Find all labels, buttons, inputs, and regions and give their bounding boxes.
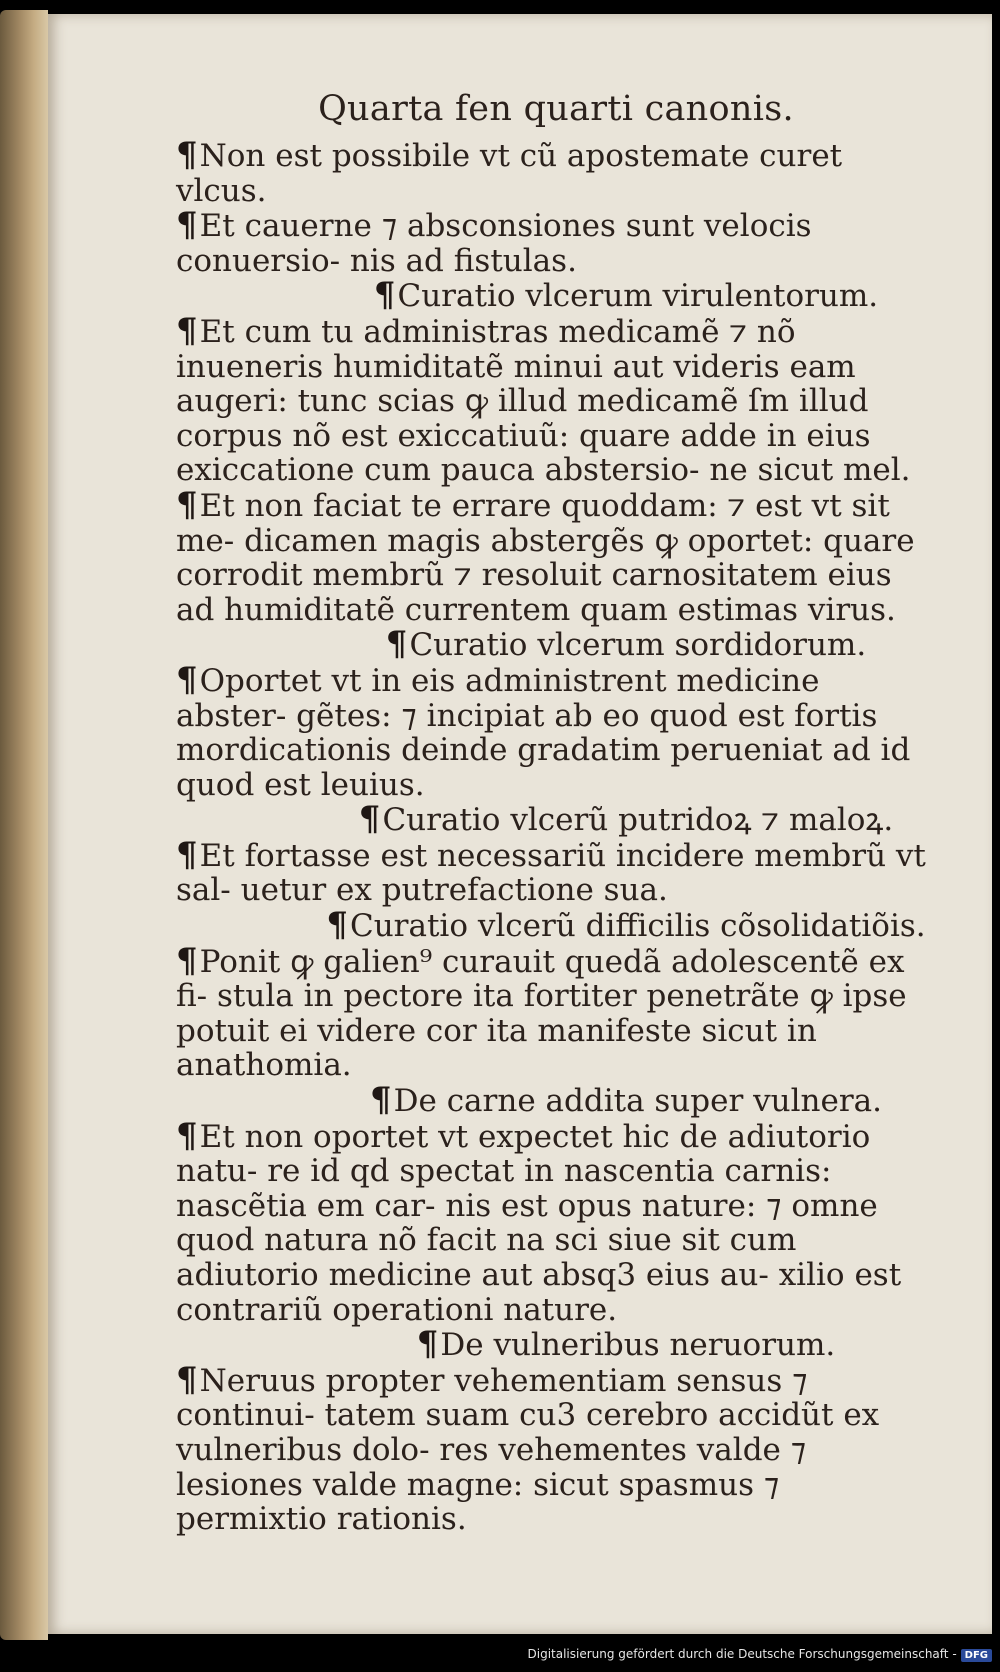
digitization-credit bbox=[528, 1647, 993, 1662]
pilcrow-mark: ¶ bbox=[176, 310, 198, 351]
paragraph bbox=[176, 484, 936, 628]
paragraph-text: Et fortasse est necessariũ incidere membrũ vt sal- uetur ex putrefactione sua. bbox=[176, 837, 926, 909]
credit-text: Digitalisierung gefördert durch die Deutsche Forschungsgemeinschaft - bbox=[527, 1647, 957, 1661]
text-column bbox=[176, 84, 936, 1537]
pilcrow-mark: ¶ bbox=[385, 624, 408, 665]
paragraph bbox=[176, 135, 936, 209]
pilcrow-mark: ¶ bbox=[326, 905, 348, 946]
paragraph bbox=[176, 834, 936, 909]
dfg-logo: DFG bbox=[961, 1649, 992, 1662]
pilcrow-mark: ¶ bbox=[176, 205, 198, 246]
pilcrow-mark: ¶ bbox=[176, 940, 198, 981]
paragraph bbox=[176, 1359, 936, 1538]
paragraph bbox=[176, 205, 936, 279]
paragraph-text: Et cum tu administras medicamẽ ⁊ nõ inueneris humiditatẽ minui aut videris eam augeri: tunc scias ꝙ illud medicamẽ ſm illud corpus nõ est exiccatiuũ: quare adde in eius exiccatione cum pauca abstersio- ne sicut mel. bbox=[176, 313, 911, 489]
pilcrow-mark: ¶ bbox=[176, 659, 198, 700]
running-head: Quarta fen quarti canonis. bbox=[318, 89, 794, 129]
book-page bbox=[48, 14, 992, 1634]
pilcrow-mark: ¶ bbox=[176, 135, 198, 175]
paragraph bbox=[176, 659, 936, 803]
paragraph-text: Non est possibile vt cũ apostemate curet vlcus. bbox=[176, 138, 843, 209]
pilcrow-mark: ¶ bbox=[176, 1359, 198, 1400]
pilcrow-mark: ¶ bbox=[373, 275, 396, 316]
section-heading bbox=[176, 1080, 936, 1121]
section-heading bbox=[176, 624, 936, 665]
paragraph bbox=[176, 940, 936, 1084]
heading-text: Curatio vlcerum sordidorum. bbox=[409, 627, 867, 664]
paragraph-text: Et cauerne ⁊ absconsiones sunt velocis conuersio- nis ad fistulas. bbox=[176, 208, 812, 279]
paragraph-text: Et non faciat te errare quoddam: ⁊ est vt sit me- dicamen magis abstergẽs ꝙ oportet: quare corrodit membrũ ⁊ resoluit carnositatem eius ad humiditatẽ currentem quam estimas virus. bbox=[176, 487, 915, 628]
pilcrow-mark: ¶ bbox=[176, 484, 198, 525]
paragraph-text: Neruus propter vehementiam sensus ⁊ continui- tatem suam cu3 cerebro accidũt ex vulneribus dolo- res vehementes valde ⁊ lesiones valde magne: sicut spasmus ⁊ permixtio rationis. bbox=[176, 1362, 880, 1538]
section-heading bbox=[176, 905, 936, 946]
heading-text: De carne addita super vulnera. bbox=[393, 1083, 882, 1120]
paragraph-text: Ponit ꝙ galien⁹ curauit quedã adolescentẽ ex fi- stula in pectore ita fortiter penetrãte ꝙ ipse potuit ei videre cor ita manifeste sicut in anathomia. bbox=[176, 943, 907, 1084]
paragraph bbox=[176, 310, 936, 489]
pilcrow-mark: ¶ bbox=[370, 1080, 392, 1121]
paragraph-text: Oportet vt in eis administrent medicine abster- gẽtes: ⁊ incipiat ab eo quod est fortis mordicationis deinde gradatim perueniat ad id quod est leuius. bbox=[176, 662, 911, 803]
pilcrow-mark: ¶ bbox=[176, 1115, 198, 1156]
pilcrow-mark: ¶ bbox=[176, 834, 198, 875]
paragraph-text: Et non oportet vt expectet hic de adiutorio natu- re id qd spectat in nascentia carnis: nascẽtia em car- nis est opus nature: ⁊ omne quod natura nõ facit na sci siue sit cum adiutorio medicine aut absq3 eius au- xilio est contrariũ operationi nature. bbox=[176, 1118, 902, 1328]
section-heading bbox=[176, 1324, 936, 1365]
pilcrow-mark: ¶ bbox=[358, 799, 381, 840]
heading-text: De vulneribus neruorum. bbox=[440, 1327, 836, 1364]
section-heading bbox=[176, 799, 936, 840]
heading-text: Curatio vlcerum virulentorum. bbox=[397, 278, 879, 315]
pilcrow-mark: ¶ bbox=[416, 1324, 439, 1365]
paragraph bbox=[176, 1115, 936, 1328]
book-edge bbox=[0, 10, 48, 1640]
text-blocks bbox=[176, 135, 936, 1538]
heading-text: Curatio vlcerũ difficilis cõsolidatiõis. bbox=[349, 908, 926, 945]
section-heading bbox=[176, 275, 936, 316]
heading-text: Curatio vlcerũ putridoꝝ ⁊ maloꝝ. bbox=[382, 802, 894, 839]
